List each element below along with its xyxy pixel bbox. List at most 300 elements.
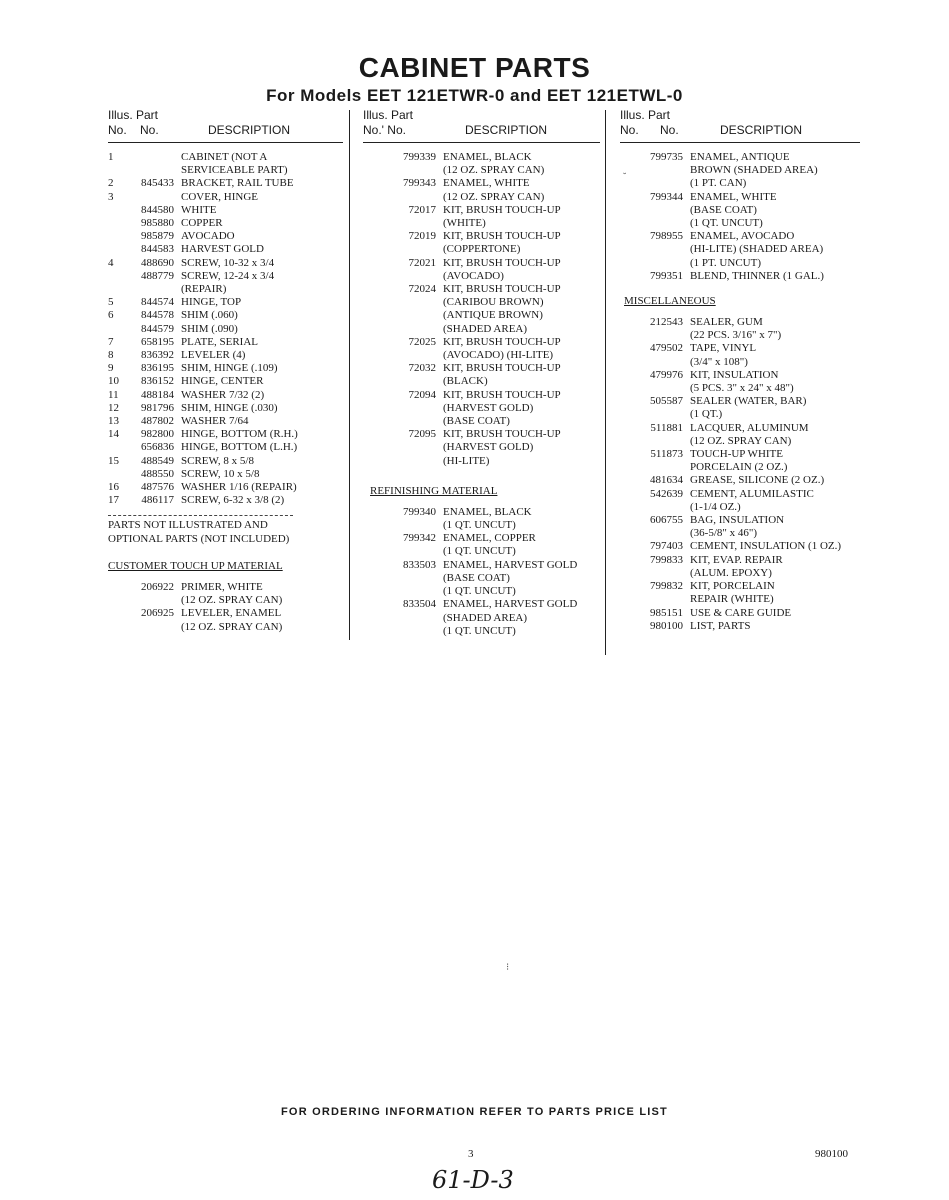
- part-description: (BLACK): [443, 375, 488, 388]
- part-number: [128, 191, 181, 204]
- list-item: [620, 514, 860, 527]
- header-part-no: No.: [660, 123, 679, 137]
- part-description: USE & CARE GUIDE: [690, 606, 792, 619]
- part-number: [363, 375, 443, 388]
- part-number: [363, 415, 443, 428]
- list-item: [108, 230, 343, 243]
- list-item: [620, 204, 860, 217]
- illus-number: 4: [108, 256, 114, 269]
- list-item: [108, 594, 343, 607]
- part-number: [363, 441, 443, 454]
- part-number: 799833: [650, 553, 683, 566]
- part-number: 833503: [403, 558, 436, 571]
- illus-number: [108, 594, 128, 607]
- part-description: KIT, BRUSH TOUCH-UP: [443, 388, 561, 401]
- part-number: 542639: [650, 487, 683, 500]
- part-description: HINGE, BOTTOM (R.H.): [181, 428, 298, 441]
- list-item: [620, 527, 860, 540]
- part-number: [620, 435, 690, 448]
- list-item: [620, 501, 860, 514]
- part-description: TOUCH-UP WHITE: [690, 448, 783, 461]
- part-description: (HARVEST GOLD): [443, 401, 534, 414]
- part-number: [363, 572, 443, 585]
- list-item: [620, 488, 860, 501]
- part-description: (1 PT. UNCUT): [690, 256, 761, 269]
- part-number: 206925: [141, 607, 174, 620]
- part-description: (AVOCADO): [443, 269, 504, 282]
- part-number: 488690: [141, 256, 174, 269]
- scan-speck: ˘: [623, 172, 627, 183]
- list-item: [363, 164, 600, 177]
- part-number: 488550: [141, 467, 174, 480]
- part-number: 606755: [650, 514, 683, 527]
- part-number: 511881: [650, 421, 683, 434]
- part-number: 488549: [141, 454, 174, 467]
- part-number: 985151: [650, 606, 683, 619]
- list-item: [620, 567, 860, 580]
- part-description: ENAMEL, HARVEST GOLD: [443, 558, 578, 571]
- illus-number: 11: [108, 388, 119, 401]
- list-item: [363, 296, 600, 309]
- list-item: [363, 283, 600, 296]
- part-description: SHIM, HINGE (.109): [181, 362, 278, 375]
- part-description: WASHER 1/16 (REPAIR): [181, 481, 297, 494]
- part-number: [620, 356, 690, 369]
- part-description: SHIM (.090): [181, 322, 238, 335]
- illus-number: [108, 468, 128, 481]
- part-number: [620, 501, 690, 514]
- list-item: [108, 389, 343, 402]
- list-item: [363, 375, 600, 388]
- header-illus-no: No.: [620, 123, 639, 137]
- part-description: KIT, BRUSH TOUCH-UP: [443, 335, 561, 348]
- list-item: [108, 243, 343, 256]
- part-description: PLATE, SERIAL: [181, 335, 258, 348]
- list-item: [363, 177, 600, 190]
- list-item: [620, 620, 860, 633]
- part-number: 72021: [408, 256, 436, 269]
- part-description: ENAMEL, BLACK: [443, 151, 532, 163]
- list-item: [363, 257, 600, 270]
- part-number: 72094: [408, 388, 436, 401]
- part-description: (ANTIQUE BROWN): [443, 309, 543, 322]
- part-description: SEALER, GUM: [690, 316, 763, 329]
- part-number: 833504: [403, 598, 436, 611]
- page-title: CABINET PARTS: [358, 52, 591, 83]
- part-description: BLEND, THINNER (1 GAL.): [690, 269, 824, 282]
- header-illus-part: Illus. Part: [108, 108, 159, 122]
- part-description: (BASE COAT): [443, 415, 510, 428]
- part-description: ENAMEL, HARVEST GOLD: [443, 598, 578, 611]
- illus-number: 5: [108, 296, 114, 309]
- illus-number: 8: [108, 349, 114, 362]
- column-header: [620, 108, 860, 143]
- part-description: (WHITE): [443, 217, 486, 230]
- list-item: [363, 349, 600, 362]
- part-number: 505587: [650, 395, 683, 408]
- list-item: [620, 382, 860, 395]
- list-item: [620, 369, 860, 382]
- header-illus-no: No.: [108, 123, 127, 137]
- part-number: [363, 296, 443, 309]
- list-item: [363, 532, 600, 545]
- part-description: ENAMEL, WHITE: [443, 177, 530, 190]
- part-number: [363, 585, 443, 598]
- list-item: [108, 349, 343, 362]
- header-part-no: No.: [140, 123, 159, 137]
- part-number: [363, 612, 443, 625]
- part-number: 486117: [141, 494, 174, 507]
- illus-number: [108, 323, 128, 336]
- part-number: 836152: [141, 375, 174, 388]
- list-item: [108, 362, 343, 375]
- list-item: [620, 217, 860, 230]
- part-description: (3/4" x 108"): [690, 355, 748, 368]
- part-number: 985880: [141, 217, 174, 230]
- list-item: [363, 243, 600, 256]
- list-item: [363, 585, 600, 598]
- part-description: CABINET (NOT A: [181, 151, 268, 163]
- part-number: 844583: [141, 243, 174, 256]
- part-description: (1 QT. UNCUT): [443, 545, 516, 558]
- part-description: PRIMER, WHITE: [181, 580, 263, 593]
- scan-speck: ⁝: [506, 962, 510, 973]
- part-description: KIT, INSULATION: [690, 368, 779, 381]
- part-description: (HI-LITE): [443, 454, 490, 467]
- ordering-note: FOR ORDERING INFORMATION REFER TO PARTS PRICE LIST: [281, 1106, 668, 1118]
- part-description: KIT, PORCELAIN: [690, 580, 775, 593]
- list-item: [620, 540, 860, 553]
- part-number: 836392: [141, 349, 174, 362]
- part-number: 511873: [650, 448, 683, 461]
- part-number: 72095: [408, 428, 436, 441]
- section-heading-touchup: CUSTOMER TOUCH UP MATERIAL: [108, 559, 283, 572]
- parts-list: [620, 316, 860, 633]
- part-description: REPAIR (WHITE): [690, 593, 774, 606]
- list-item: [363, 270, 600, 283]
- part-description: (1 QT. UNCUT): [443, 519, 516, 532]
- part-description: KIT, BRUSH TOUCH-UP: [443, 203, 561, 216]
- part-description: WASHER 7/64: [181, 415, 249, 428]
- illus-number: 15: [108, 454, 119, 467]
- part-description: ENAMEL, ANTIQUE: [690, 151, 790, 163]
- part-number: [620, 593, 690, 606]
- header-no: No.' No.: [363, 123, 406, 137]
- header-description: DESCRIPTION: [208, 123, 291, 137]
- divider: [108, 515, 293, 516]
- part-number: 844574: [141, 296, 174, 309]
- list-item: [108, 177, 343, 190]
- part-description: (REPAIR): [181, 283, 227, 296]
- part-number: 488779: [141, 269, 174, 282]
- part-number: 479976: [650, 368, 683, 381]
- part-number: 799342: [403, 532, 436, 545]
- part-number: 72032: [408, 362, 436, 375]
- part-number: [363, 191, 443, 204]
- column-divider: [605, 110, 606, 655]
- list-item: [108, 296, 343, 309]
- part-description: KIT, BRUSH TOUCH-UP: [443, 362, 561, 375]
- list-item: [363, 612, 600, 625]
- document-number: 980100: [815, 1148, 848, 1160]
- part-number: [620, 164, 690, 177]
- part-description: (12 OZ. SPRAY CAN): [443, 190, 545, 203]
- part-number: [128, 151, 181, 164]
- part-description: SEALER (WATER, BAR): [690, 395, 807, 408]
- list-item: [620, 422, 860, 435]
- list-item: [108, 402, 343, 415]
- illus-number: [108, 230, 128, 243]
- list-item: [620, 461, 860, 474]
- section-heading-misc: MISCELLANEOUS: [624, 295, 716, 308]
- list-item: [363, 402, 600, 415]
- part-description: HINGE, CENTER: [181, 375, 264, 388]
- list-item: [363, 506, 600, 519]
- part-number: [363, 323, 443, 336]
- part-number: 798955: [650, 230, 683, 243]
- list-item: [108, 191, 343, 204]
- list-item: [363, 559, 600, 572]
- list-item: [108, 164, 343, 177]
- part-number: 72017: [408, 203, 436, 216]
- list-item: [108, 323, 343, 336]
- part-description: COPPER: [181, 217, 223, 230]
- part-number: 799832: [650, 580, 683, 593]
- part-description: LACQUER, ALUMINUM: [690, 421, 809, 434]
- part-number: 658195: [141, 335, 174, 348]
- part-description: WASHER 7/32 (2): [181, 388, 265, 401]
- header-illus-part: Illus. Part: [363, 108, 414, 122]
- part-number: [620, 217, 690, 230]
- parts-list: [108, 581, 343, 634]
- list-item: [108, 607, 343, 620]
- section-heading-refinishing: REFINISHING MATERIAL: [370, 484, 498, 497]
- part-number: 844580: [141, 203, 174, 216]
- list-item: [620, 270, 860, 283]
- part-number: [620, 257, 690, 270]
- illus-number: 17: [108, 494, 119, 507]
- list-item: [108, 283, 343, 296]
- part-number: 481634: [650, 474, 683, 487]
- list-item: [363, 151, 600, 164]
- part-description: (12 OZ. SPRAY CAN): [181, 620, 283, 633]
- page-subtitle: For Models EET 121ETWR-0 and EET 121ETWL-0: [266, 86, 683, 105]
- header-description: DESCRIPTION: [465, 123, 548, 137]
- header-description: DESCRIPTION: [720, 123, 803, 137]
- list-item: [363, 217, 600, 230]
- part-number: 797403: [650, 540, 683, 553]
- part-number: 72019: [408, 230, 436, 243]
- parts-list: [108, 151, 343, 507]
- part-description: CEMENT, INSULATION (1 OZ.): [690, 540, 842, 553]
- list-item: [620, 448, 860, 461]
- part-number: 799339: [403, 151, 436, 163]
- illus-number: 10: [108, 375, 119, 388]
- illus-number: [108, 243, 128, 256]
- list-item: [363, 323, 600, 336]
- part-description: ENAMEL, AVOCADO: [690, 230, 795, 243]
- list-item: [363, 204, 600, 217]
- part-number: [363, 309, 443, 322]
- part-number: [620, 382, 690, 395]
- part-description: (1 PT. CAN): [690, 177, 747, 190]
- illus-number: 16: [108, 481, 119, 494]
- list-item: [108, 441, 343, 454]
- list-item: [108, 481, 343, 494]
- part-description: (22 PCS. 3/16" x 7"): [690, 329, 782, 342]
- part-description: (ALUM. EPOXY): [690, 566, 772, 579]
- part-description: HINGE, BOTTOM (L.H.): [181, 441, 298, 454]
- part-description: SHIM, HINGE (.030): [181, 401, 278, 414]
- part-description: KIT, BRUSH TOUCH-UP: [443, 283, 561, 296]
- part-description: SCREW, 10-32 x 3/4: [181, 256, 275, 269]
- part-description: HARVEST GOLD: [181, 243, 264, 256]
- list-item: [108, 336, 343, 349]
- part-number: [128, 621, 181, 634]
- column-divider: [349, 110, 350, 640]
- list-item: [620, 474, 860, 487]
- part-number: 72024: [408, 283, 436, 296]
- part-number: 980100: [650, 619, 683, 632]
- part-number: 488184: [141, 388, 174, 401]
- illus-number: 14: [108, 428, 119, 441]
- part-description: (1-1/4 OZ.): [690, 500, 741, 513]
- part-number: 845433: [141, 177, 174, 190]
- part-description: (1 QT. UNCUT): [690, 217, 763, 230]
- part-number: [363, 217, 443, 230]
- list-item: [108, 309, 343, 322]
- list-item: [620, 435, 860, 448]
- part-description: CEMENT, ALUMILASTIC: [690, 487, 814, 500]
- parts-column-1: [108, 108, 343, 634]
- part-number: [620, 527, 690, 540]
- part-number: 844578: [141, 309, 174, 322]
- part-description: (HI-LITE) (SHADED AREA): [690, 243, 824, 256]
- column-header: [108, 108, 343, 143]
- list-item: [108, 581, 343, 594]
- part-number: 656836: [141, 441, 174, 454]
- header-illus-part: Illus. Part: [620, 108, 671, 122]
- list-item: [620, 257, 860, 270]
- list-item: [108, 204, 343, 217]
- part-description: TAPE, VINYL: [690, 342, 757, 355]
- part-description: LIST, PARTS: [690, 619, 751, 632]
- part-description: (HARVEST GOLD): [443, 441, 534, 454]
- part-description: WHITE: [181, 203, 217, 216]
- part-description: (1 QT.): [690, 408, 723, 421]
- list-item: [363, 519, 600, 532]
- illus-number: [108, 621, 128, 634]
- part-description: (AVOCADO) (HI-LITE): [443, 349, 554, 362]
- part-number: [620, 567, 690, 580]
- list-item: [620, 177, 860, 190]
- part-number: [620, 461, 690, 474]
- part-description: SERVICEABLE PART): [181, 164, 288, 177]
- part-description: BRACKET, RAIL TUBE: [181, 177, 294, 190]
- illus-number: 1: [108, 151, 114, 163]
- part-description: KIT, BRUSH TOUCH-UP: [443, 428, 561, 441]
- part-number: [620, 408, 690, 421]
- part-description: (36-5/8" x 46"): [690, 527, 758, 540]
- list-item: [620, 316, 860, 329]
- list-item: [108, 270, 343, 283]
- part-description: (COPPERTONE): [443, 243, 521, 256]
- list-item: [620, 593, 860, 606]
- list-item: [620, 164, 860, 177]
- part-number: [363, 402, 443, 415]
- part-number: [620, 177, 690, 190]
- list-item: [108, 375, 343, 388]
- note-text: PARTS NOT ILLUSTRATED AND: [108, 519, 268, 532]
- list-item: [108, 257, 343, 270]
- illus-number: 13: [108, 415, 119, 428]
- part-description: SCREW, 6-32 x 3/8 (2): [181, 494, 285, 507]
- illus-number: 3: [108, 190, 114, 203]
- list-item: [363, 415, 600, 428]
- list-item: [620, 395, 860, 408]
- part-description: KIT, BRUSH TOUCH-UP: [443, 230, 561, 243]
- part-number: 799340: [403, 505, 436, 518]
- part-description: (12 OZ. SPRAY CAN): [181, 594, 283, 607]
- part-number: 799343: [403, 177, 436, 190]
- part-number: [363, 164, 443, 177]
- part-description: ENAMEL, WHITE: [690, 190, 777, 203]
- list-item: [363, 362, 600, 375]
- list-item: [620, 554, 860, 567]
- list-item: [620, 230, 860, 243]
- illus-number: 6: [108, 309, 114, 322]
- list-item: [363, 389, 600, 402]
- page-number: 3: [468, 1148, 474, 1160]
- list-item: [363, 230, 600, 243]
- part-description: (1 QT. UNCUT): [443, 585, 516, 598]
- part-number: 72025: [408, 335, 436, 348]
- part-number: 487802: [141, 415, 174, 428]
- part-description: KIT, EVAP. REPAIR: [690, 553, 783, 566]
- part-description: LEVELER (4): [181, 349, 246, 362]
- part-description: KIT, BRUSH TOUCH-UP: [443, 256, 561, 269]
- list-item: [363, 336, 600, 349]
- list-item: [363, 625, 600, 638]
- part-number: [128, 283, 181, 296]
- list-item: [620, 151, 860, 164]
- part-description: BAG, INSULATION: [690, 514, 785, 527]
- part-number: [620, 329, 690, 342]
- list-item: [363, 441, 600, 454]
- note-text: OPTIONAL PARTS (NOT INCLUDED): [108, 532, 290, 545]
- part-number: 799735: [650, 151, 683, 163]
- list-item: [108, 621, 343, 634]
- list-item: [108, 428, 343, 441]
- part-description: BROWN (SHADED AREA): [690, 164, 818, 177]
- list-item: [108, 468, 343, 481]
- part-description: (1 QT. UNCUT): [443, 624, 516, 637]
- list-item: [363, 191, 600, 204]
- part-number: [620, 243, 690, 256]
- list-item: [620, 607, 860, 620]
- list-item: [108, 217, 343, 230]
- list-item: [620, 342, 860, 355]
- part-number: 479502: [650, 342, 683, 355]
- part-description: SCREW, 8 x 5/8: [181, 454, 254, 467]
- illus-number: [108, 283, 128, 296]
- part-description: (12 OZ. SPRAY CAN): [690, 434, 792, 447]
- parts-column-3: [620, 108, 860, 633]
- illus-number: [108, 607, 128, 620]
- list-item: [363, 598, 600, 611]
- parts-list: [363, 506, 600, 638]
- part-number: 981796: [141, 401, 174, 414]
